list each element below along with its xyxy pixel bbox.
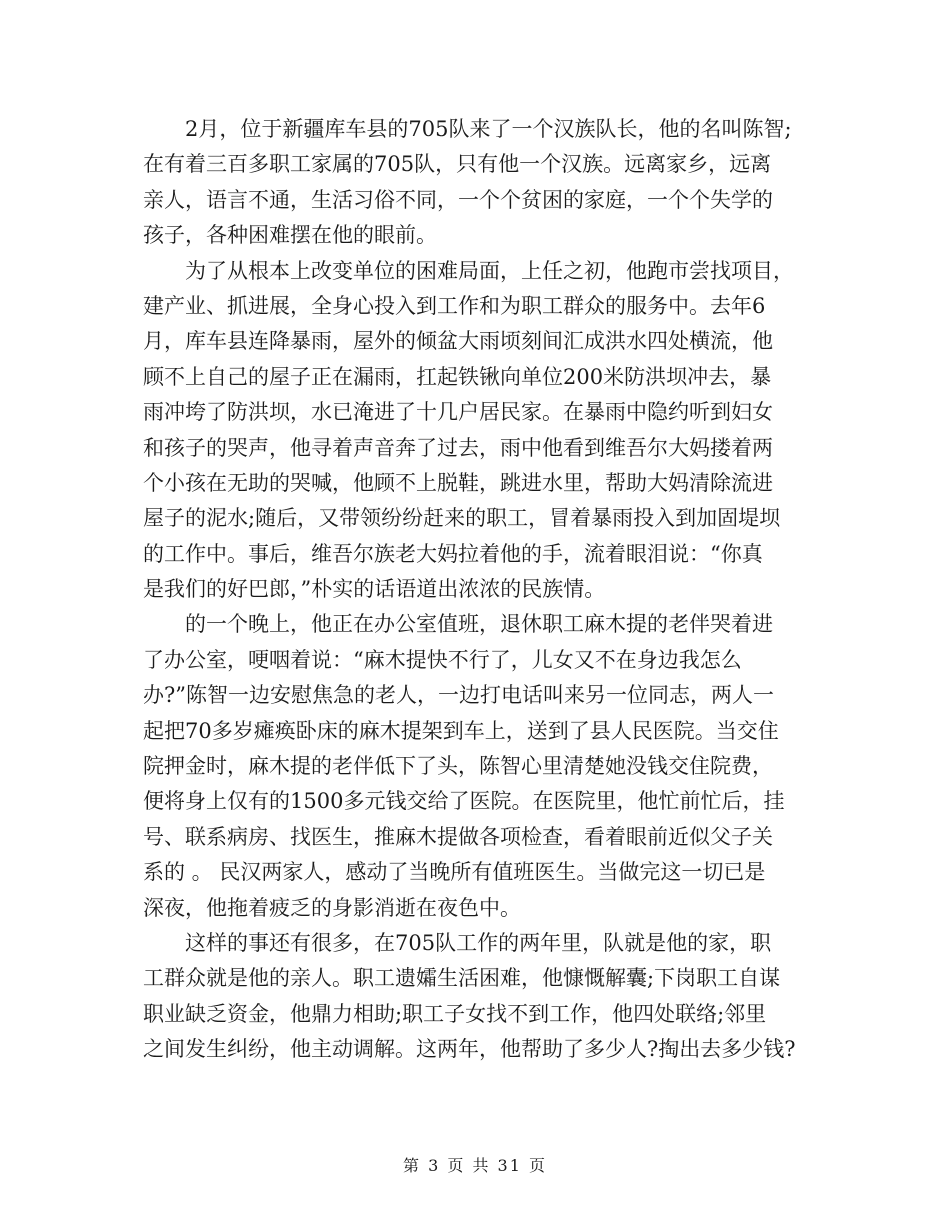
text-line: 的一个晚上，他正在办公室值班，退休职工麻木提的老伴哭着进 (185, 612, 773, 637)
text-line: 为了从根本上改变单位的困难局面，上任之初，他跑市尝找项目， (185, 258, 794, 283)
text-line: 孩子，各种困难摆在他的眼前。 (143, 223, 437, 248)
text-line: 院押金时，麻木提的老伴低下了头，陈智心里清楚她没钱交住院费， (143, 754, 773, 779)
text-line: 了办公室，哽咽着说：“麻木提快不行了，儿女又不在身边我怎么 (143, 647, 742, 672)
text-line: 起把70多岁瘫痪卧床的麻木提架到车上，送到了县人民医院。当交住 (143, 718, 779, 743)
text-line: 屋子的泥水;随后，又带领纷纷赶来的职工，冒着暴雨投入到加固堤坝 (143, 506, 781, 531)
text-line: 办?”陈智一边安慰焦急的老人，一边打电话叫来另一位同志，两人一 (143, 683, 774, 708)
text-line: 2月，位于新疆库车县的705队来了一个汉族队长，他的名叫陈智; (185, 117, 792, 141)
text-line: 和孩子的哭声，他寻着声音奔了过去，雨中他看到维吾尔大妈搂着两 (143, 435, 773, 460)
text-line: 建产业、抓进展，全身心投入到工作和为职工群众的服务中。去年6 (143, 293, 766, 318)
text-line: 便将身上仅有的1500多元钱交给了医院。在医院里，他忙前忙后，挂 (143, 789, 785, 814)
document-body (143, 112, 823, 1068)
text-line: 系的 。 民汉两家人，感动了当晚所有值班医生。当做完这一切已是 (143, 860, 766, 885)
text-line: 号、联系病房、找医生，推麻木提做各项检查，看着眼前近似父子关 (143, 824, 773, 849)
text-line: 雨冲垮了防洪坝，水已淹进了十几户居民家。在暴雨中隐约听到妇女 (143, 400, 773, 425)
text-line: 月，库车县连降暴雨，屋外的倾盆大雨顷刻间汇成洪水四处横流，他 (143, 329, 773, 354)
text-line: 个小孩在无助的哭喊，他顾不上脱鞋，跳进水里，帮助大妈清除流进 (143, 470, 773, 495)
text-line: 亲人，语言不通，生活习俗不同，一个个贫困的家庭，一个个失学的 (143, 187, 773, 212)
page-footer: 第 3 页 共 31 页 (403, 1156, 547, 1175)
text-line: 深夜，他拖着疲乏的身影消逝在夜色中。 (143, 895, 521, 920)
text-line: 是我们的好巴郎，”朴实的话语道出浓浓的民族情。 (143, 577, 606, 602)
text-line: 顾不上自己的屋子正在漏雨，扛起铁锹向单位200米防洪坝冲去，暴 (143, 364, 772, 389)
text-line: 之间发生纠纷，他主动调解。这两年，他帮助了多少人?掏出去多少钱? (143, 1037, 796, 1062)
text-line: 这样的事还有很多，在705队工作的两年里，队就是他的家，职 (185, 930, 772, 955)
text-line: 职业缺乏资金，他鼎力相助;职工子女找不到工作，他四处联络;邻里 (143, 1001, 767, 1026)
text-line: 的工作中。事后，维吾尔族老大妈拉着他的手，流着眼泪说：“你真 (143, 541, 763, 566)
text-line: 工群众就是他的亲人。职工遗孀生活困难，他慷慨解囊;下岗职工自谋 (143, 966, 781, 991)
text-line: 在有着三百多职工家属的705队，只有他一个汉族。远离家乡，远离 (143, 152, 772, 177)
